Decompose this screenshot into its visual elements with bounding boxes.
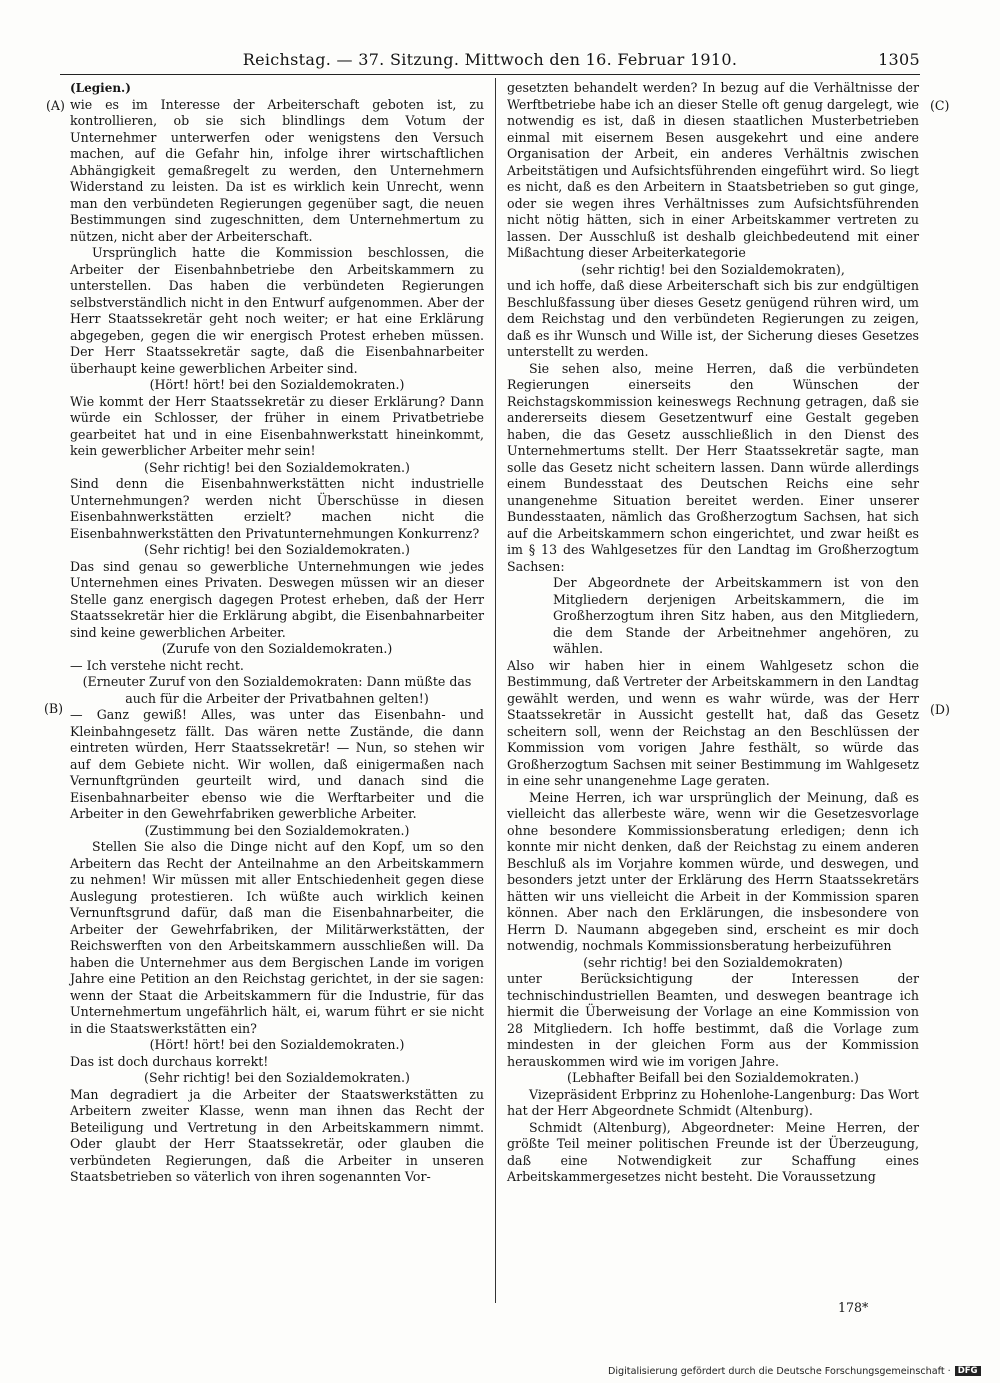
interjection: (sehr richtig! bei den Sozialdemokraten), — [581, 261, 845, 277]
footer — [608, 1366, 981, 1377]
paragraph: — Ich verstehe nicht recht. — [70, 657, 244, 673]
paragraph: und ich hoffe, daß diese Arbeiterschaft sich bis zur endgültigen Beschlußfassung über dieses Gesetz genügend rühren wird, um dem Reichstag und den verbündeten Regierungen zu zeigen, daß es ihr Wunsch und Wille ist, der Sicherung dieses Gesetzes unterstellt zu werden. — [507, 278, 919, 359]
left-column — [70, 80, 484, 1186]
dfg-logo: DFG — [955, 1366, 981, 1376]
paragraph: gesetzten behandelt werden? In bezug auf die Verhältnisse der Werftbetriebe habe ich an dieser Stelle oft genug dargelegt, wie notwendig es ist, daß in diesen staatlichen Musterbetrieben einmal mit eisernem Besen ausgekehrt und eine andere Organisation der Arbeit, ein anderes Verhältnis zwischen Arbeitstätigen und Aufsichtsführenden eingeführt wird. So liegt es nicht, daß es den Arbeitern in Staatsbetrieben so gut ginge, oder sie wegen ihres Verhältnisses zum Aufsichtsführenden nicht nötig hätten, sich in einer Arbeitskammer vertreten zu lassen. Der Ausschluß ist deshalb gleichbedeutend mit einer Mißachtung dieser Arbeiterkategorie — [507, 80, 919, 260]
interjection: (Hört! hört! bei den Sozialdemokraten.) — [149, 1037, 405, 1052]
speaker-paragraph: Vizepräsident Erbprinz zu Hohenlohe-Langenburg: Das Wort hat der Herr Abgeordnete Schmidt (Altenburg). — [507, 1086, 919, 1118]
paragraph: Das ist doch durchaus korrekt! — [70, 1053, 269, 1069]
paragraph: Man degradiert ja die Arbeiter der Staatswerkstätten zu Arbeitern zweiter Klasse, wenn man ihnen das Recht der Beteiligung und Vertretung in den Arbeitskammern nimmt. Oder glaubt der Herr Staatssekretär, oder glauben die verbündeten Regierungen, daß die Arbeiter in unseren Staatsbetrieben so väterlich von ihren sogenannten Vor- — [70, 1086, 484, 1184]
paragraph: Stellen Sie also die Dinge nicht auf den Kopf, um so den Arbeitern das Recht der Anteilnahme an den Arbeitskammern zu nehmen! Wir müssen mit aller Entschiedenheit gegen diese Auslegung protestieren. Ich wüßte auch wirklich keinen Vernunftsgrund dafür, daß man die Eisenbahnarbeiter, die Arbeiter der Gewehrfabriken, der Militärwerkstätten, der Reichswerften von den Arbeitskammern ausschließen will. Da haben die Unternehmer aus dem Bergischen Lande im vorigen Jahre eine Petition an den Reichstag gerichtet, in der sie sagen: wenn der Staat die Arbeitskammern für die Industrie, für das Unternehmertum ungefährlich hält, ei, warum führt er sie nicht in die Staatswerkstätten ein? — [70, 839, 484, 1036]
interjection: (Zurufe von den Sozialdemokraten.) — [161, 641, 393, 656]
interjection: (Zustimmung bei den Sozialdemokraten.) — [144, 822, 410, 838]
interjection: (Lebhafter Beifall bei den Sozialdemokraten.) — [567, 1070, 859, 1085]
interjection: (Sehr richtig! bei den Sozialdemokraten.) — [144, 1070, 410, 1085]
footer-text: Digitalisierung gefördert durch die Deutsche Forschungsgemeinschaft · — [608, 1366, 951, 1377]
paragraph: Sie sehen also, meine Herren, daß die verbündeten Regierungen einerseits den Wünschen der Reichstagskommission keineswegs Rechnung getragen, daß sie andererseits diesem Gesetzentwurf eine Gestalt gegeben haben, die das Gesetz ausschließlich in den Dienst des Unternehmertums stellt. Der Herr Staatssekretär sagte, man solle das Gesetz nicht scheitern lassen. Dann würde allerdings einem Bundesstaat des Deutschen Reichs eine sehr unangenehme Situation bereitet werden. Einer unserer Bundesstaaten, nämlich das Großherzogtum Sachsen, hat sich auf die Arbeitskammern schon eingerichtet, und zwar heißt es im § 13 des Wahlgesetzes für den Landtag im Großherzogtum Sachsen: — [507, 360, 919, 574]
paragraph: Meine Herren, ich war ursprünglich der Meinung, daß es vielleicht das allerbeste wäre, wenn wir die Gesetzesvorlage ohne besondere Kommissionsberatung erledigen; denn ich konnte mir nicht denken, daß der Reichstag zu einem anderen Beschluß als im Vorjahre kommen würde, und deswegen, und besonders jetzt unter der Erklärung des Herrn Staatssekretärs hätten wir uns vielleicht die Arbeit in der Kommission sparen können. Aber nach den Erklärungen, die insbesondere von Herrn D. Naumann abgegeben sind, erscheint es mir doch notwendig, nochmals Kommissionsberatung herbeizuführen — [507, 789, 919, 953]
interjection: (Hört! hört! bei den Sozialdemokraten.) — [149, 377, 405, 392]
paragraph: Sind denn die Eisenbahnwerkstätten nicht industrielle Unternehmungen? werden nicht Überschüsse in diesen Eisenbahnwerkstätten erzielt? machen nicht die Eisenbahnwerkstätten den Privatunternehmungen Konkurrenz? — [70, 476, 484, 541]
paragraph: Also wir haben hier in einem Wahlgesetz schon die Bestimmung, daß Vertreter der Arbeitskammern in den Landtag gewählt werden, und wenn es wahr würde, was der Herr Staatssekretär in Aussicht gestellt hat, daß das Gesetz scheitern soll, wenn der Reichstag an den Beschlüssen der Kommission vom vorigen Jahre festhält, so würde das Großherzogtum Sachsen mit seiner Bestimmung im Wahlgesetz in eine sehr unangenehme Lage geraten. — [507, 657, 919, 788]
law-quote: Der Abgeordnete der Arbeitskammern ist von den Mitgliedern derjenigen Arbeitskammern, die im Großherzogtum ihren Sitz haben, aus den Mitgliedern, die dem Stande der Arbeitnehmer angehören, zu wählen. — [553, 575, 919, 656]
paragraph: Wie kommt der Herr Staatssekretär zu dieser Erklärung? Dann würde ein Schlosser, der früher in einem Privatbetriebe gearbeitet hat und in eine Eisenbahnwerkstatt hineinkommt, kein gewerblicher Arbeiter mehr sein! — [70, 393, 484, 458]
interjection: (Sehr richtig! bei den Sozialdemokraten.) — [144, 459, 410, 475]
speaker-paragraph: Schmidt (Altenburg), Abgeordneter: Meine Herren, der größte Teil meiner politischen Freunde ist der Überzeugung, daß eine Notwendigkeit zur Schaffung eines Arbeitskammergesetzes nicht besteht. Die Voraussetzung — [507, 1119, 919, 1184]
margin-marker-c: (C) — [930, 98, 950, 113]
page-number: 1305 — [878, 50, 920, 69]
page-header — [60, 48, 920, 75]
interjection: (Sehr richtig! bei den Sozialdemokraten.) — [144, 542, 410, 557]
interjection: (sehr richtig! bei den Sozialdemokraten) — [583, 954, 843, 970]
paragraph: Das sind genau so gewerbliche Unternehmungen wie jedes Unternehmen eines Privaten. Deswegen müssen wir an dieser Stelle ganz energisch dagegen Protest erheben, daß der Herr Staatssekretär hier die Erklärung abgibt, die Eisenbahnarbeiter sind keine gewerblichen Arbeiter. — [70, 558, 484, 640]
speaker-label: (Legien.) — [70, 81, 131, 95]
paragraph: Ursprünglich hatte die Kommission beschlossen, die Arbeiter der Eisenbahnbetriebe den Arbeitskammern zu unterstellen. Das haben die verbündeten Regierungen selbstverständlich nicht in den Entwurf aufgenommen. Aber der Herr Staatssekretär geht noch weiter; er hat eine Erklärung abgegeben, gegen die wir energisch Protest erheben müssen. Der Herr Staatssekretär sagte, daß die Eisenbahnarbeiter überhaupt keine gewerblichen Arbeiter sind. — [70, 245, 484, 376]
column-divider — [495, 78, 496, 1303]
paragraph: wie es im Interesse der Arbeiterschaft geboten ist, zu kontrollieren, ob sie sich blindlings dem Votum der Unternehmer unterwerfen oder wenigstens den Versuch machen, auf die Gefahr hin, infolge ihrer wirtschaftlichen Abhängigkeit gemaßregelt zu werden, den Unternehmern Widerstand zu leisten. Da ist es wirklich kein Unrecht, wenn man den verbündeten Regierungen gegenüber sagt, die neuen Bestimmungen sind zugeschnitten, dem Unternehmertum zu nützen, nicht aber der Arbeiterschaft. — [70, 96, 484, 244]
right-column — [507, 80, 919, 1186]
page-header-title: Reichstag. — 37. Sitzung. Mittwoch den 16. Februar 1910. — [242, 50, 738, 69]
interjection: (Erneuter Zuruf von den Sozialdemokraten: Dann müßte das auch für die Arbeiter der Privatbahnen gelten!) — [82, 674, 472, 706]
margin-marker-d: (D) — [930, 702, 950, 717]
paragraph: — Ganz gewiß! Alles, was unter das Eisenbahn- und Kleinbahngesetz fällt. Das wären nette Zustände, die dann eintreten würden, Herr Staatssekretär! — Nun, so stehen wir auf dem Gebiete nicht. Wir wollen, daß einigermaßen nach Vernunftgründen geurteilt wird, und danach sind die Eisenbahnarbeiter ebenso wie die Werftarbeiter und die Arbeiter in den Gewehrfabriken gewerbliche Arbeiter. — [70, 707, 484, 821]
paragraph: unter Berücksichtigung der Interessen der technischindustriellen Beamten, und deswegen beantrage ich hiermit die Überweisung der Vorlage an eine Kommission von 28 Mitgliedern. Ich hoffe bestimmt, daß die Vorlage zum mindesten in der gleichen Form aus der Kommission herauskommen wird wie im vorigen Jahre. — [507, 971, 919, 1069]
margin-marker-a: (A) — [46, 98, 65, 113]
signature-mark: 178* — [838, 1300, 869, 1315]
margin-marker-b: (B) — [44, 701, 64, 716]
